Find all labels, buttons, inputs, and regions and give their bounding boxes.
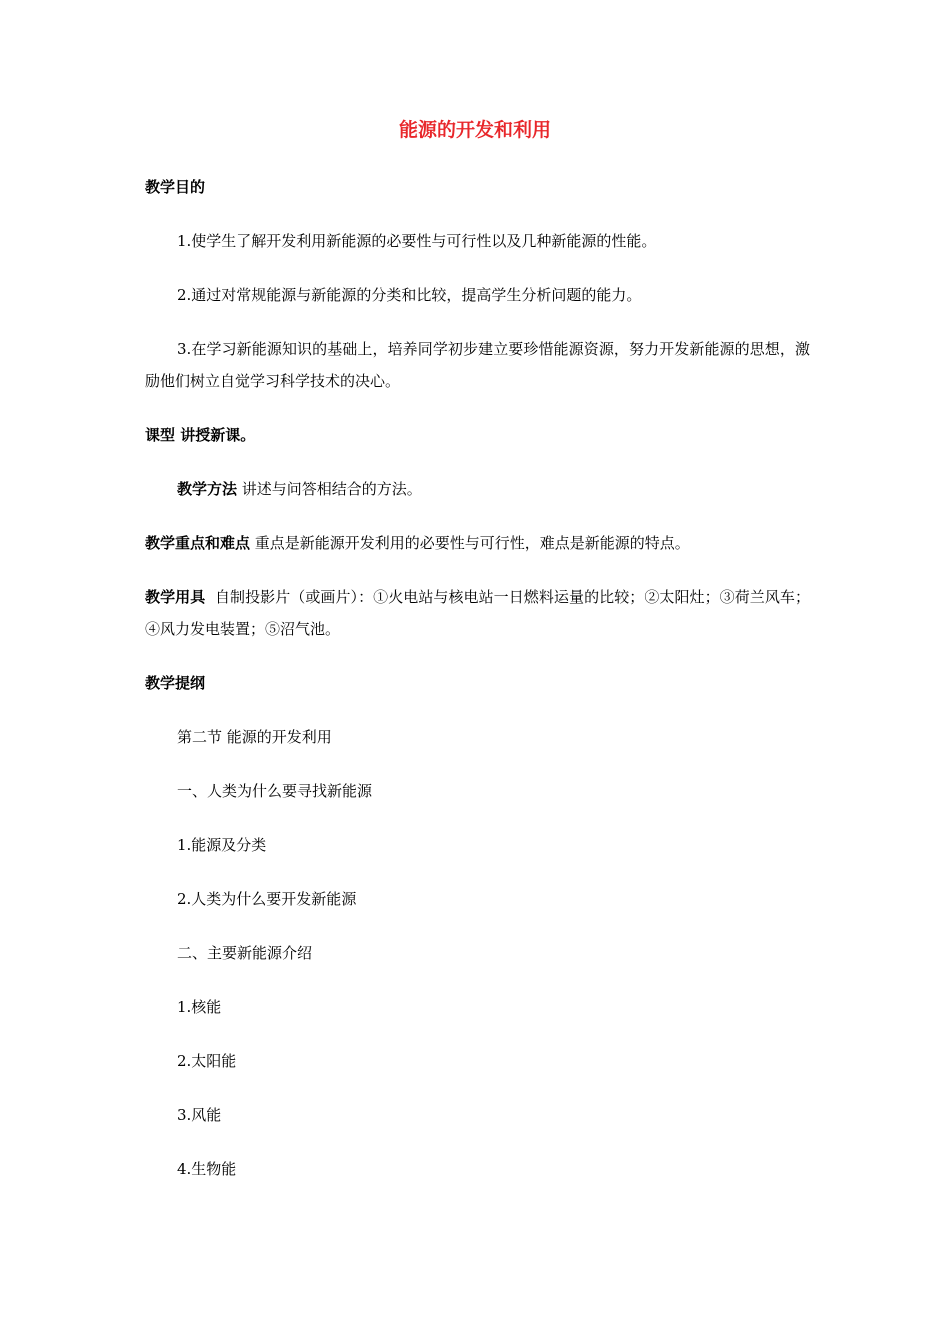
method-value: 讲述与问答相结合的方法。	[241, 480, 422, 498]
outline-item-9: 4.生物能	[177, 1160, 237, 1178]
outline-item-7: 2.太阳能	[177, 1052, 237, 1070]
document-title: 能源的开发和利用	[398, 119, 551, 141]
lesson-type-label: 课型	[145, 426, 176, 444]
outline-item-8: 3.风能	[177, 1106, 222, 1124]
outline-item-4: 2.人类为什么要开发新能源	[177, 890, 357, 908]
key-points-label: 教学重点和难点	[145, 534, 251, 552]
lesson-type-value: 讲授新课。	[180, 426, 256, 444]
outline-item-5: 二、主要新能源介绍	[177, 944, 313, 962]
outline-item-2: 一、人类为什么要寻找新能源	[177, 782, 373, 800]
key-points-paragraph	[145, 532, 690, 554]
lesson-type	[145, 424, 255, 446]
outline-item-6: 1.核能	[177, 998, 222, 1016]
method-paragraph	[177, 478, 422, 500]
key-points-value: 重点是新能源开发利用的必要性与可行性，难点是新能源的特点。	[254, 534, 690, 552]
tools-value: 自制投影片（或画片）：①火电站与核电站一日燃料运量的比较；②太阳灶；③荷兰风车；④风力发电装置；⑤沼气池。	[145, 588, 810, 638]
objective-item-1: 1.使学生了解开发利用新能源的必要性与可行性以及几种新能源的性能。	[177, 232, 657, 250]
objective-item-2: 2.通过对常规能源与新能源的分类和比较，提高学生分析问题的能力。	[177, 286, 642, 304]
objectives-heading: 教学目的	[145, 178, 206, 196]
outline-item-3: 1.能源及分类	[177, 836, 267, 854]
outline-item-1: 第二节 能源的开发利用	[177, 728, 332, 746]
tools-paragraph	[145, 581, 810, 645]
method-label: 教学方法	[177, 480, 238, 498]
tools-label: 教学用具	[145, 588, 206, 606]
outline-heading: 教学提纲	[145, 674, 206, 692]
objective-item-3: 3.在学习新能源知识的基础上，培养同学初步建立要珍惜能源资源，努力开发新能源的思想，激励他们树立自觉学习科学技术的决心。	[145, 340, 810, 390]
